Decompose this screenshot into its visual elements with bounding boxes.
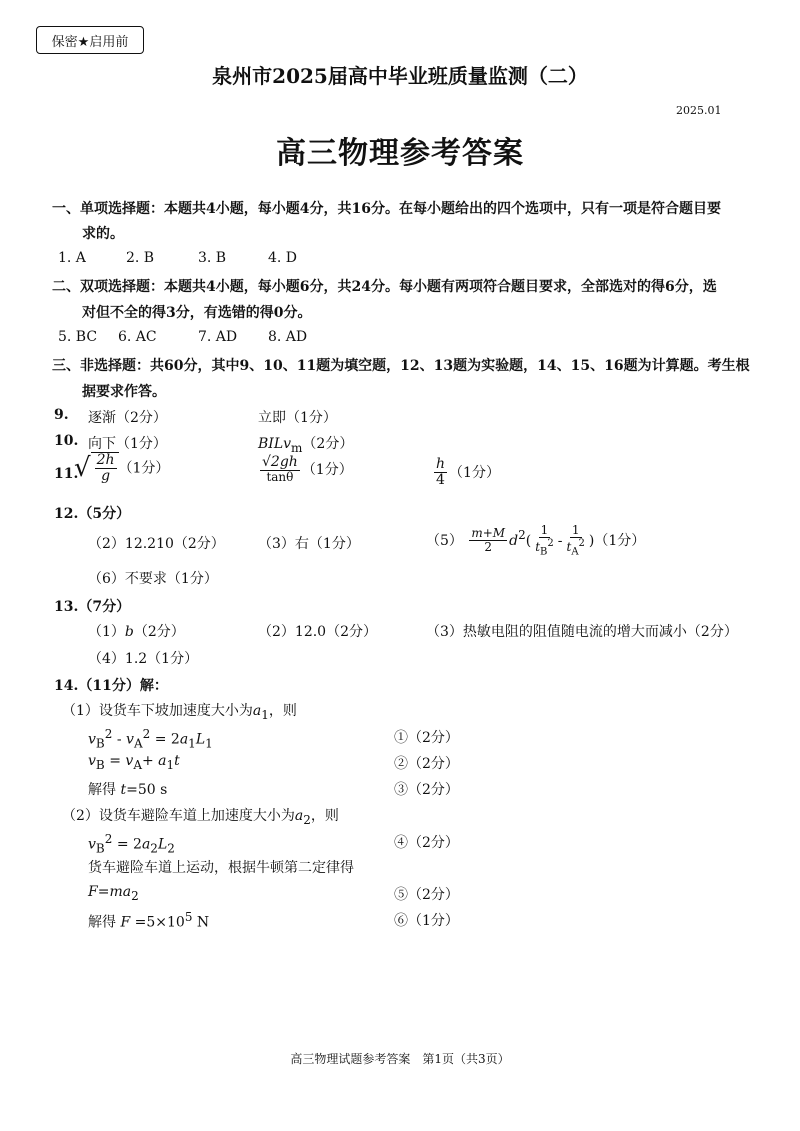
q14-heading: 14.（11分）解： xyxy=(54,678,168,694)
q10-formula-subscript: m xyxy=(291,440,303,455)
exam-title: 泉州市2025届高中毕业班质量监测（二） xyxy=(212,64,588,88)
q12-heading: 12.（5分） xyxy=(54,506,131,522)
q11-answer-1 xyxy=(74,452,169,485)
q12-part2: （2）12.210（2分） xyxy=(88,536,225,552)
q14-part2-intro: （2）设货车避险车道上加速度大小为$a_2$，则 xyxy=(62,808,339,827)
exam-date: 2025.01 xyxy=(676,104,722,117)
answer-5: 5. BC xyxy=(58,329,98,345)
section3-heading-line1: 三、非选择题：共60分，其中9、10、11题为填空题，12、13题为实验题，14、15、16题为计算题。考生根 xyxy=(52,358,750,374)
q11-sqrt-expression: √ $\frac{2h}{g}$ xyxy=(74,452,119,485)
section2-heading-line2: 对但不全的得3分，有选错的得0分。 xyxy=(82,305,312,321)
q12-part6: （6）不要求（1分） xyxy=(88,571,218,587)
q11-number: 11. xyxy=(54,466,79,482)
q13-part2: （2）12.0（2分） xyxy=(258,624,377,640)
q9-answer-2: 立即（1分） xyxy=(258,410,337,426)
answer-2: 2. B xyxy=(126,250,155,266)
answer-8: 8. AD xyxy=(268,329,308,345)
q14-mark-3: ③（2分） xyxy=(394,782,459,798)
q13-part3: （3）热敏电阻的阻值随电流的增大而减小（2分） xyxy=(426,624,738,640)
q11-score-2: （1分） xyxy=(301,461,353,478)
q14-result-2: 解得 $F =5\times 10^5$ N xyxy=(88,910,210,931)
q13-heading: 13.（7分） xyxy=(54,599,131,615)
q11-score-3: （1分） xyxy=(449,464,500,481)
answer-6: 6. AC xyxy=(118,329,157,345)
q14-mark-5: ⑤（2分） xyxy=(394,887,459,903)
q14-equation-1: $v_B^2 - v_A^2 = 2a_1L_1$ xyxy=(88,727,213,751)
q11-score-1: （1分） xyxy=(118,460,170,477)
q14-mark-4: ④（2分） xyxy=(394,835,459,851)
q12-part5: （5） $\frac{m+M}{2}$ $d^2$( $\frac{1}{t_B^2}$ - $\frac{1}{t_A^2}$ )（1分） xyxy=(426,523,646,558)
q13-part1: （1）b（2分） xyxy=(88,624,185,640)
q10-score: （2分） xyxy=(302,436,354,452)
q10-answer-2 xyxy=(258,433,353,455)
q14-result-1: 解得 t=50 s xyxy=(88,782,168,798)
answer-7: 7. AD xyxy=(198,329,238,345)
answer-1: 1. A xyxy=(58,250,86,266)
q9-number: 9. xyxy=(54,407,69,423)
section3-heading-line2: 据要求作答。 xyxy=(82,384,166,400)
q12-mass-fraction: $\frac{m+M}{2}$ xyxy=(471,526,506,555)
q14-part1-intro: （1）设货车下坡加速度大小为$a_1$，则 xyxy=(62,703,297,722)
q13-part4: （4）1.2（1分） xyxy=(88,651,199,667)
q11-answer-3 xyxy=(432,457,500,489)
q12-part3: （3）右（1分） xyxy=(258,536,360,552)
q10-formula: BILv xyxy=(258,436,292,452)
confidential-stamp: 保密★启用前 xyxy=(36,26,144,54)
section1-heading-line1: 一、单项选择题：本题共4小题，每小题4分，共16分。在每小题给出的四个选项中，只有一项是符合题目要 xyxy=(52,201,721,217)
q14-mark-2: ②（2分） xyxy=(394,756,459,772)
q9-answer-1: 逐渐（2分） xyxy=(88,410,167,426)
q11-fraction-3: $\frac{h}{4}$ xyxy=(436,456,446,489)
document-title: 高三物理参考答案 xyxy=(276,136,524,171)
q12-part5-score: （1分） xyxy=(594,532,646,549)
answer-3: 3. B xyxy=(198,250,227,266)
q10-number: 10. xyxy=(54,433,79,449)
q14-part2-text: 货车避险车道上运动，根据牛顿第二定律得 xyxy=(88,860,354,876)
q14-mark-1: ①（2分） xyxy=(394,730,459,746)
q10-answer-1: 向下（1分） xyxy=(88,436,167,452)
q14-equation-5: $F=ma_2$ xyxy=(88,884,139,903)
q11-answer-2 xyxy=(258,455,353,485)
section1-heading-line2: 求的。 xyxy=(82,226,124,242)
page-footer: 高三物理试题参考答案 第1页（共3页） xyxy=(290,1052,510,1066)
q14-equation-4: $v_B^2 = 2a_2L_2$ xyxy=(88,832,175,856)
q14-equation-2: $v_B = v_A+ a_1t$ xyxy=(88,753,180,772)
section2-heading-line1: 二、双项选择题：本题共4小题，每小题6分，共24分。每小题有两项符合题目要求，全部选对的得6分，选 xyxy=(52,279,717,295)
q11-fraction-2: $\frac{√2gh}{\tan\theta}$ xyxy=(262,454,298,485)
q14-mark-6: ⑥（1分） xyxy=(394,913,459,929)
answer-4: 4. D xyxy=(268,250,298,266)
